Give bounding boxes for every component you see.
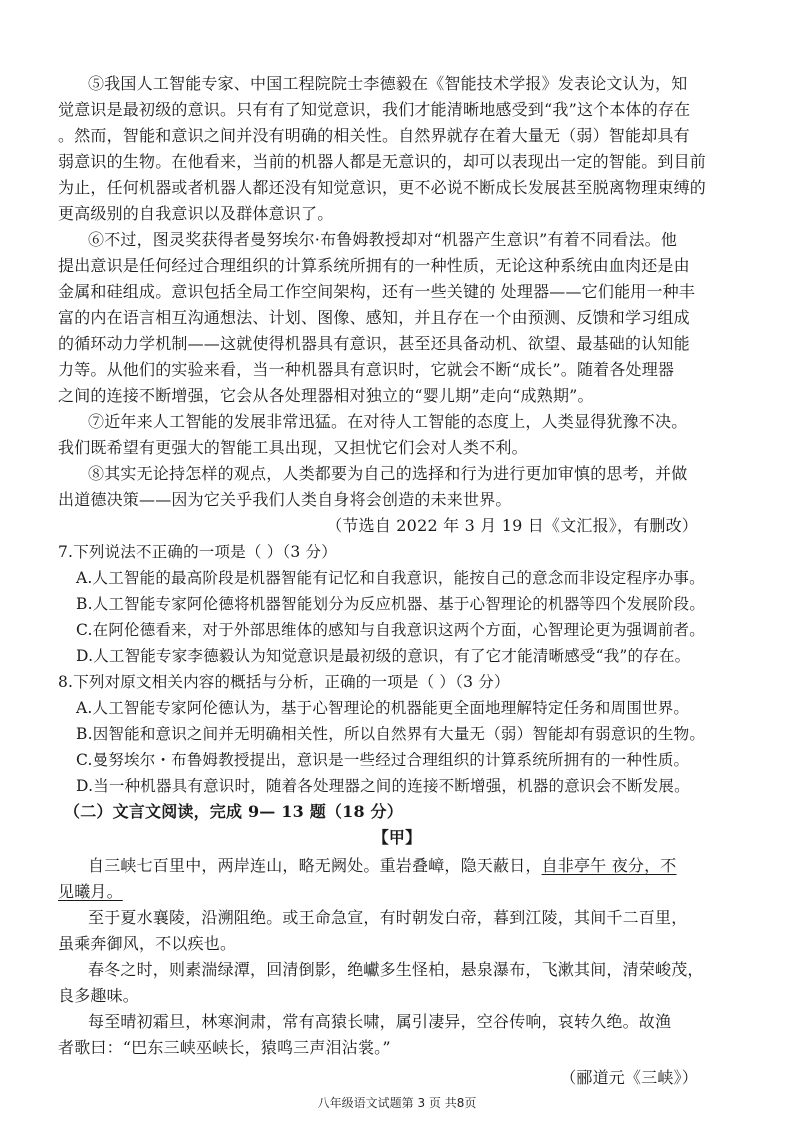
passage-source: （节选自 2022 年 3 月 19 日《文汇报》，有删改） [326,516,698,535]
p8-line: 出道德决策——因为它关乎我们人类自身将会创造的未来世界。 [58,490,512,509]
underlined-text: 见曦月。 [58,882,123,901]
p8-line: ⑧其实无论持怎样的观点，人类都要为自己的选择和行为进行更加审慎的思考，并做 [88,464,688,483]
section-heading: （二）文言文阅读，完成 9— 13 题（18 分） [64,802,403,821]
classical-para-4-line: 者歌曰：“巴东三峡巫峡长，猿鸣三声泪沾裳。” [58,1038,391,1057]
p6-line: ⑥不过，图灵奖获得者曼努埃尔·布鲁姆教授却对“机器产生意识”有着不同看法。他 [88,230,678,249]
classical-para-2-line: 虽乘奔御风，不以疾也。 [58,934,237,953]
p5-line: ⑤我国人工智能专家、中国工程院院士李德毅在《智能技术学报》发表论文认为，知 [88,74,688,93]
p5-line: 。然而，智能和意识之间并没有明确的相关性。自然界就存在着大量无（弱）智能却具有 [58,126,690,145]
p6-line: 提出意识是任何经过合理组织的计算系统所拥有的一种性质，无论这种系统由血肉还是由 [58,256,690,275]
classical-para-3-line: 良多趣味。 [58,986,140,1005]
p7-line: 我们既希望有更强大的智能工具出现，又担忧它们会对人类不利。 [58,438,528,457]
question-8-option-b: B.因智能和意识之间并无明确相关性，所以自然界有大量无（弱）智能却有弱意识的生物。 [76,725,706,743]
classical-para-4-line: 每至晴初霜旦，林寒涧肃，常有高猿长啸，属引凄异，空谷传响，哀转久绝。故渔 [88,1012,672,1031]
p5-line: 为止，任何机器或者机器人都还没有知觉意识，更不必说不断成长发展甚至脱离物理束缚的 [58,178,707,197]
underlined-text: 自非亭午 夜分，不 [541,856,677,875]
p6-line: 的循环动力学机制——这就使得机器具有意识，甚至还具备动机、欲望、最基础的认知能 [58,334,690,353]
classical-para-3-line: 春冬之时，则素湍绿潭，回清倒影，绝巘多生怪柏，悬泉瀑布，飞漱其间，清荣峻茂， [88,960,704,979]
question-7-stem: 7.下列说法不正确的一项是（ ）（3 分） [58,543,337,561]
question-7-option-a: A.人工智能的最高阶段是机器智能有记忆和自我意识，能按自己的意念而非设定程序办事。 [76,569,705,587]
question-8-option-c: C.曼努埃尔・布鲁姆教授提出，意识是一些经过合理组织的计算系统所拥有的一种性质。 [76,751,690,769]
classical-para-1-line-2 [58,880,718,904]
question-8-stem: 8.下列对原文相关内容的概括与分析，正确的一项是（ ）（3 分） [58,673,510,691]
classical-para-1-line-1 [88,854,718,878]
classical-attribution: （郦道元《三峡》） [560,1068,698,1087]
section-label: 【甲】 [372,828,422,847]
p7-line: ⑦近年来人工智能的发展非常迅猛。在对待人工智能的态度上，人类显得犹豫不决。 [88,412,688,431]
question-7-option-d: D.人工智能专家李德毅认为知觉意识是最初级的意识，有了它才能清晰感受“我”的存在。 [76,647,691,665]
p5-line: 弱意识的生物。在他看来，当前的机器人都是无意识的，却可以表现出一定的智能。到目前 [58,152,707,171]
question-7-option-c: C.在阿伦德看来，对于外部思维体的感知与自我意识这两个方面，心智理论更为强调前者。 [76,621,705,639]
classical-text: 自三峡七百里中，两岸连山，略无阙处。重岩叠嶂，隐天蔽日， [88,856,542,875]
p6-line: 金属和硅组成。意识包括全局工作空间架构，还有一些关键的 处理器——它们能用一种丰 [58,282,696,301]
page-footer: 八年级语文试题第 3 页 共8页 [317,1096,477,1110]
question-8-option-a: A.人工智能专家阿伦德认为，基于心智理论的机器能更全面地理解特定任务和周围世界。 [76,699,690,717]
p5-line: 觉意识是最初级的意识。只有有了知觉意识，我们才能清晰地感受到“我”这个本体的存在 [58,100,691,119]
p6-line: 富的内在语言相互沟通想法、计划、图像、感知，并且存在一个由预测、反馈和学习组成 [58,308,690,327]
p6-line: 之间的连接不断增强，它会从各处理器相对独立的“婴儿期”走向“成熟期”。 [58,386,594,405]
p6-line: 力等。从他们的实验来看，当一种机器具有意识时，它就会不断“成长”。随着各处理器 [58,360,675,379]
p5-line: 更高级别的自我意识以及群体意识了。 [58,204,334,223]
question-8-option-d: D.当一种机器具有意识时，随着各处理器之间的连接不断增强，机器的意识会不断发展。 [76,777,690,795]
classical-para-2-line: 至于夏水襄陵，沿溯阻绝。或王命急宣，有时朝发白帝，暮到江陵，其间千二百里， [88,908,688,927]
question-7-option-b: B.人工智能专家阿伦德将机器智能划分为反应机器、基于心智理论的机器等四个发展阶段。 [76,595,706,613]
